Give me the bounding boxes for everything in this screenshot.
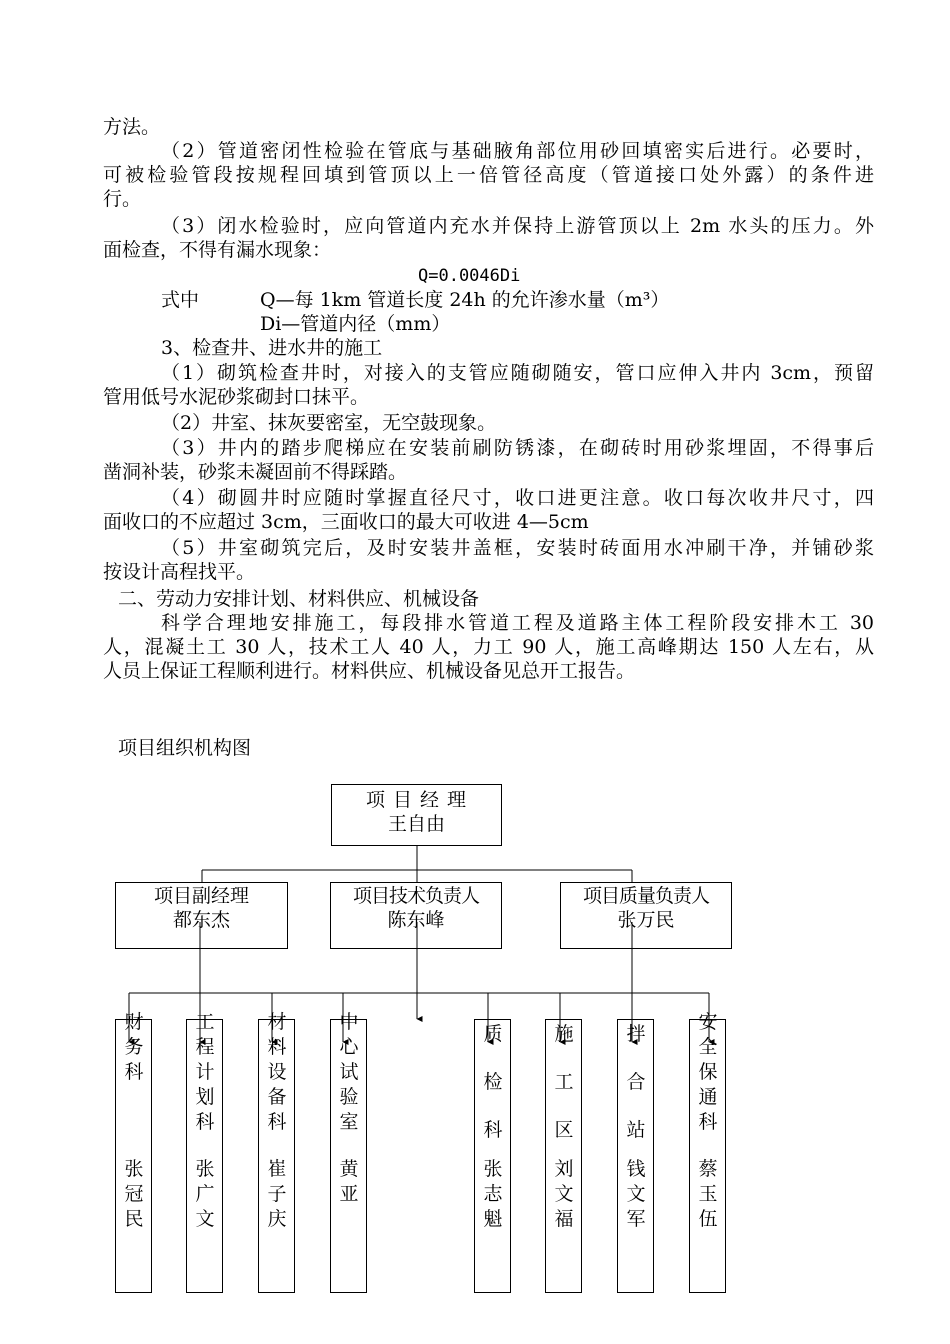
department-person: 蔡玉伍 [698,1158,718,1230]
text-line: 可被检验管段按规程回填到管顶以上一倍管径高度（管道接口处外露）的条件进 [103,164,874,186]
text-line: （3）闭水检验时，应向管道内充水并保持上游管顶以上 2m 水头的压力。外 [161,215,874,237]
department-name: 安全保通科 [698,1011,718,1133]
department-person: 张冠民 [124,1158,144,1230]
department-name: 质检科 [483,1023,503,1141]
text-line: 人员上保证工程顺利进行。材料供应、机械设备见总开工报告。 [103,660,636,682]
text-line: 面收口的不应超过 3cm，三面收口的最大可收进 4—5cm [103,511,589,533]
department-name: 拌合站 [626,1023,646,1141]
text-line: （5）井室砌筑完后，及时安装井盖框，安装时砖面用水冲刷干净，并铺砂浆 [161,537,874,559]
text-line: （2）井室、抹灰要密室，无空鼓现象。 [161,412,497,434]
text-line: 面检查，不得有漏水现象： [103,239,332,261]
department-name: 中心试验室 [339,1011,359,1133]
text-line: （1）砌筑检查井时，对接入的支管应随砌随安，管口应伸入井内 3cm，预留 [161,362,874,384]
department-person: 张广文 [195,1158,215,1230]
org-chart-title: 项目组织机构图 [118,737,252,759]
text-line: 行。 [103,188,142,210]
text-line: （4）砌圆井时应随时掌握直径尺寸，收口进更注意。收口每次收井尺寸，四 [161,487,874,509]
definition-label: 式中 [161,289,200,311]
department-name: 材料设备科 [267,1011,287,1133]
section-heading: 3、检查井、进水井的施工 [161,337,383,359]
department-person: 张志魁 [483,1158,503,1230]
text-line: 科学合理地安排施工，每段排水管道工程及道路主体工程阶段安排木工 30 [161,612,874,634]
deputy-name: 陈东峰 [387,909,445,931]
deputy-name: 张万民 [617,909,675,931]
department-person: 崔子庆 [267,1158,287,1230]
text-line: 凿洞补装，砂浆未凝固前不得踩踏。 [103,461,408,483]
department-name: 施工区 [554,1023,574,1141]
department-name: 工程计划科 [195,1011,215,1133]
deputy-name: 都东杰 [172,909,230,931]
project-manager-name: 王自由 [387,813,445,835]
section-heading: 二、劳动力安排计划、材料供应、机械设备 [118,588,480,610]
department-person: 黄亚 [339,1158,359,1205]
deputy-role: 项目技术负责人 [352,885,479,907]
text-line: 按设计高程找平。 [103,561,256,583]
text-line: （3）井内的踏步爬梯应在安装前刷防锈漆，在砌砖时用砂浆埋固，不得事后 [161,437,874,459]
project-manager-role: 项 目 经 理 [365,789,468,811]
department-person: 刘文福 [554,1158,574,1230]
definition-line: Q—每 1km 管道长度 24h 的允许渗水量（m³） [260,289,670,311]
formula: Q=0.0046Di [418,266,521,286]
text-line: 人，混凝土工 30 人，技术工人 40 人，力工 90 人，施工高峰期达 150 人左右，从 [103,636,874,658]
deputy-role: 项目副经理 [153,885,249,907]
text-line: 管用低号水泥砂浆砌封口抹平。 [103,386,370,408]
department-person: 钱文军 [626,1158,646,1230]
text-line: 方法。 [103,116,161,138]
text-line: （2）管道密闭性检验在管底与基础腋角部位用砂回填密实后进行。必要时， [161,140,874,162]
deputy-role: 项目质量负责人 [582,885,709,907]
department-name: 财务科 [124,1011,144,1083]
definition-line: Di—管道内径（mm） [260,313,451,335]
